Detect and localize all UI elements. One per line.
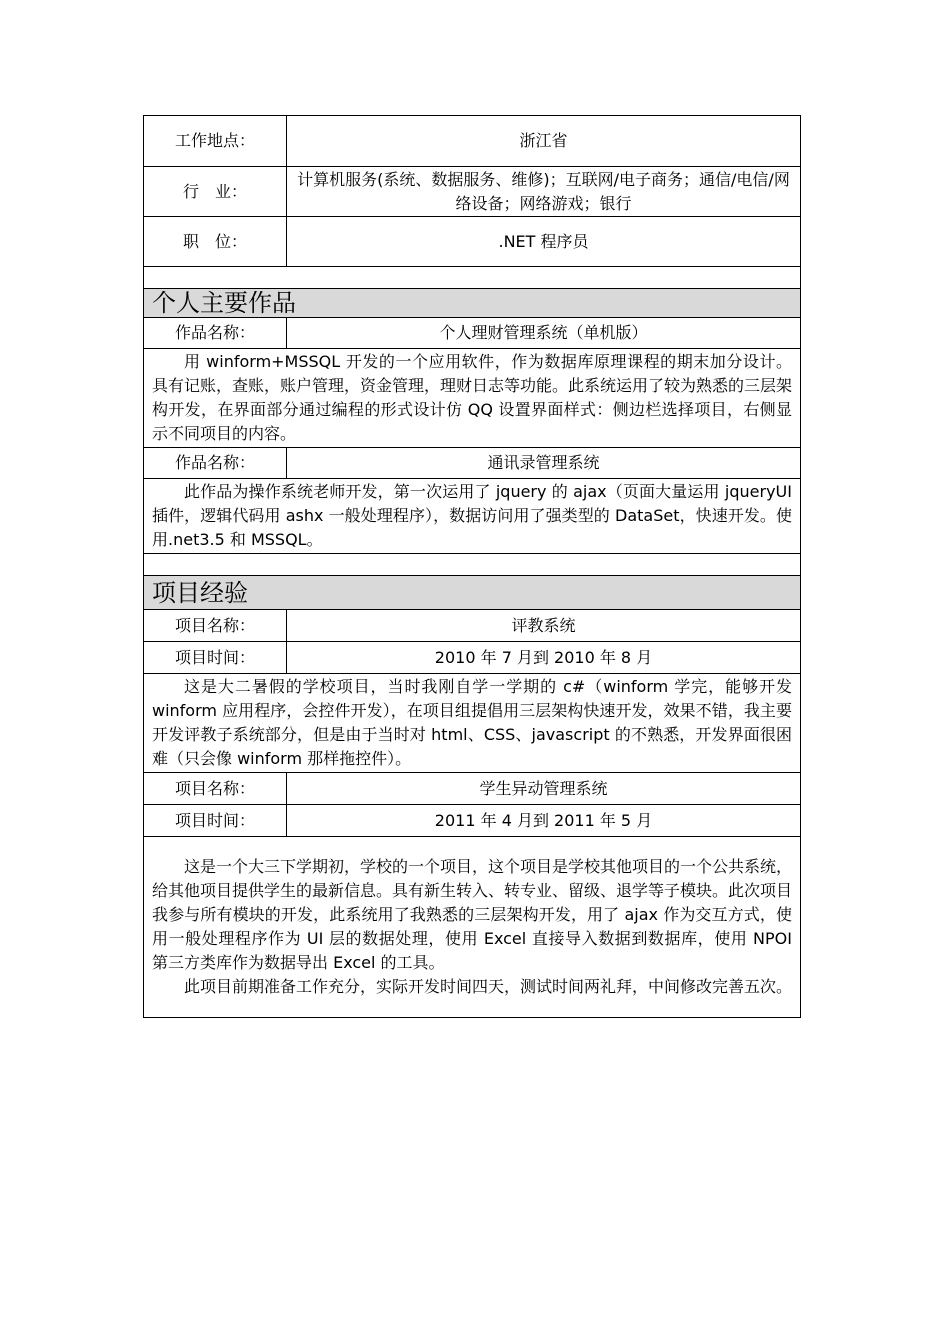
project-paragraph: 这是大二暑假的学校项目，当时我刚自学一学期的 c#（winform 学完，能够开发 winform 应用程序，会控件开发），在项目组提倡用三层架构快速开发，效果不错，我主要开发评教子系统部分，但是由于当时对 html、CSS、javascript 的不熟悉，开发界面很困难（只会像 winform 那样拖控件）。	[152, 677, 792, 768]
work-name-row	[144, 318, 801, 349]
spacer-row	[144, 267, 801, 289]
project-name-row	[144, 610, 801, 642]
project-time-value: 2011 年 4 月到 2011 年 5 月	[287, 805, 801, 837]
work-name-value: 个人理财管理系统（单机版）	[287, 318, 801, 349]
project-time-row	[144, 642, 801, 674]
work-location-value: 浙江省	[287, 116, 801, 167]
project-time-label: 项目时间：	[144, 642, 287, 674]
position-value: .NET 程序员	[287, 217, 801, 267]
work-description-row	[144, 479, 801, 554]
project-name-row	[144, 773, 801, 805]
spacer-row	[144, 554, 801, 576]
works-heading: 个人主要作品	[144, 289, 801, 318]
project-time-label: 项目时间：	[144, 805, 287, 837]
projects-heading: 项目经验	[144, 576, 801, 610]
resume-document	[143, 115, 800, 1018]
projects-section-header	[144, 576, 801, 610]
works-section-header	[144, 289, 801, 318]
project-description-row	[144, 837, 801, 1018]
industry-label: 行 业：	[144, 167, 287, 217]
position-label: 职 位：	[144, 217, 287, 267]
project-name-value: 学生异动管理系统	[287, 773, 801, 805]
industry-row	[144, 167, 801, 217]
work-location-label: 工作地点：	[144, 116, 287, 167]
project-paragraph: 这是一个大三下学期初，学校的一个项目，这个项目是学校其他项目的一个公共系统，给其他项目提供学生的最新信息。具有新生转入、转专业、留级、退学等子模块。此次项目我参与所有模块的开发，此系统用了我熟悉的三层架构开发，用了 ajax 作为交互方式，使用一般处理程序作为 UI 层的数据处理，使用 Excel 直接导入数据到数据库，使用 NPOI 第三方类库作为数据导出 Excel 的工具。	[152, 857, 793, 972]
position-row	[144, 217, 801, 267]
work-location-row	[144, 116, 801, 167]
work-name-label: 作品名称：	[144, 318, 287, 349]
project-description-row	[144, 674, 801, 773]
industry-value: 计算机服务(系统、数据服务、维修)；互联网/电子商务；通信/电信/网络设备；网络游戏；银行	[287, 167, 801, 217]
project-name-label: 项目名称：	[144, 610, 287, 642]
project-time-value: 2010 年 7 月到 2010 年 8 月	[287, 642, 801, 674]
work-description: 用 winform+MSSQL 开发的一个应用软件，作为数据库原理课程的期末加分设计。具有记账，查账，账户管理，资金管理，理财日志等功能。此系统运用了较为熟悉的三层架构开发，在界面部分通过编程的形式设计仿 QQ 设置界面样式：侧边栏选择项目，右侧显示不同项目的内容。	[152, 352, 793, 443]
work-name-value: 通讯录管理系统	[287, 448, 801, 479]
project-name-value: 评教系统	[287, 610, 801, 642]
project-time-row	[144, 805, 801, 837]
project-name-label: 项目名称：	[144, 773, 287, 805]
project-paragraph: 此项目前期准备工作充分，实际开发时间四天，测试时间两礼拜，中间修改完善五次。	[184, 977, 793, 996]
work-description: 此作品为操作系统老师开发，第一次运用了 jquery 的 ajax（页面大量运用 jqueryUI 插件，逻辑代码用 ashx 一般处理程序），数据访问用了强类型的 DataSet，快速开发。使用.net3.5 和 MSSQL。	[152, 482, 792, 549]
work-name-row	[144, 448, 801, 479]
work-description-row	[144, 349, 801, 448]
resume-table	[143, 115, 801, 1018]
work-name-label: 作品名称：	[144, 448, 287, 479]
